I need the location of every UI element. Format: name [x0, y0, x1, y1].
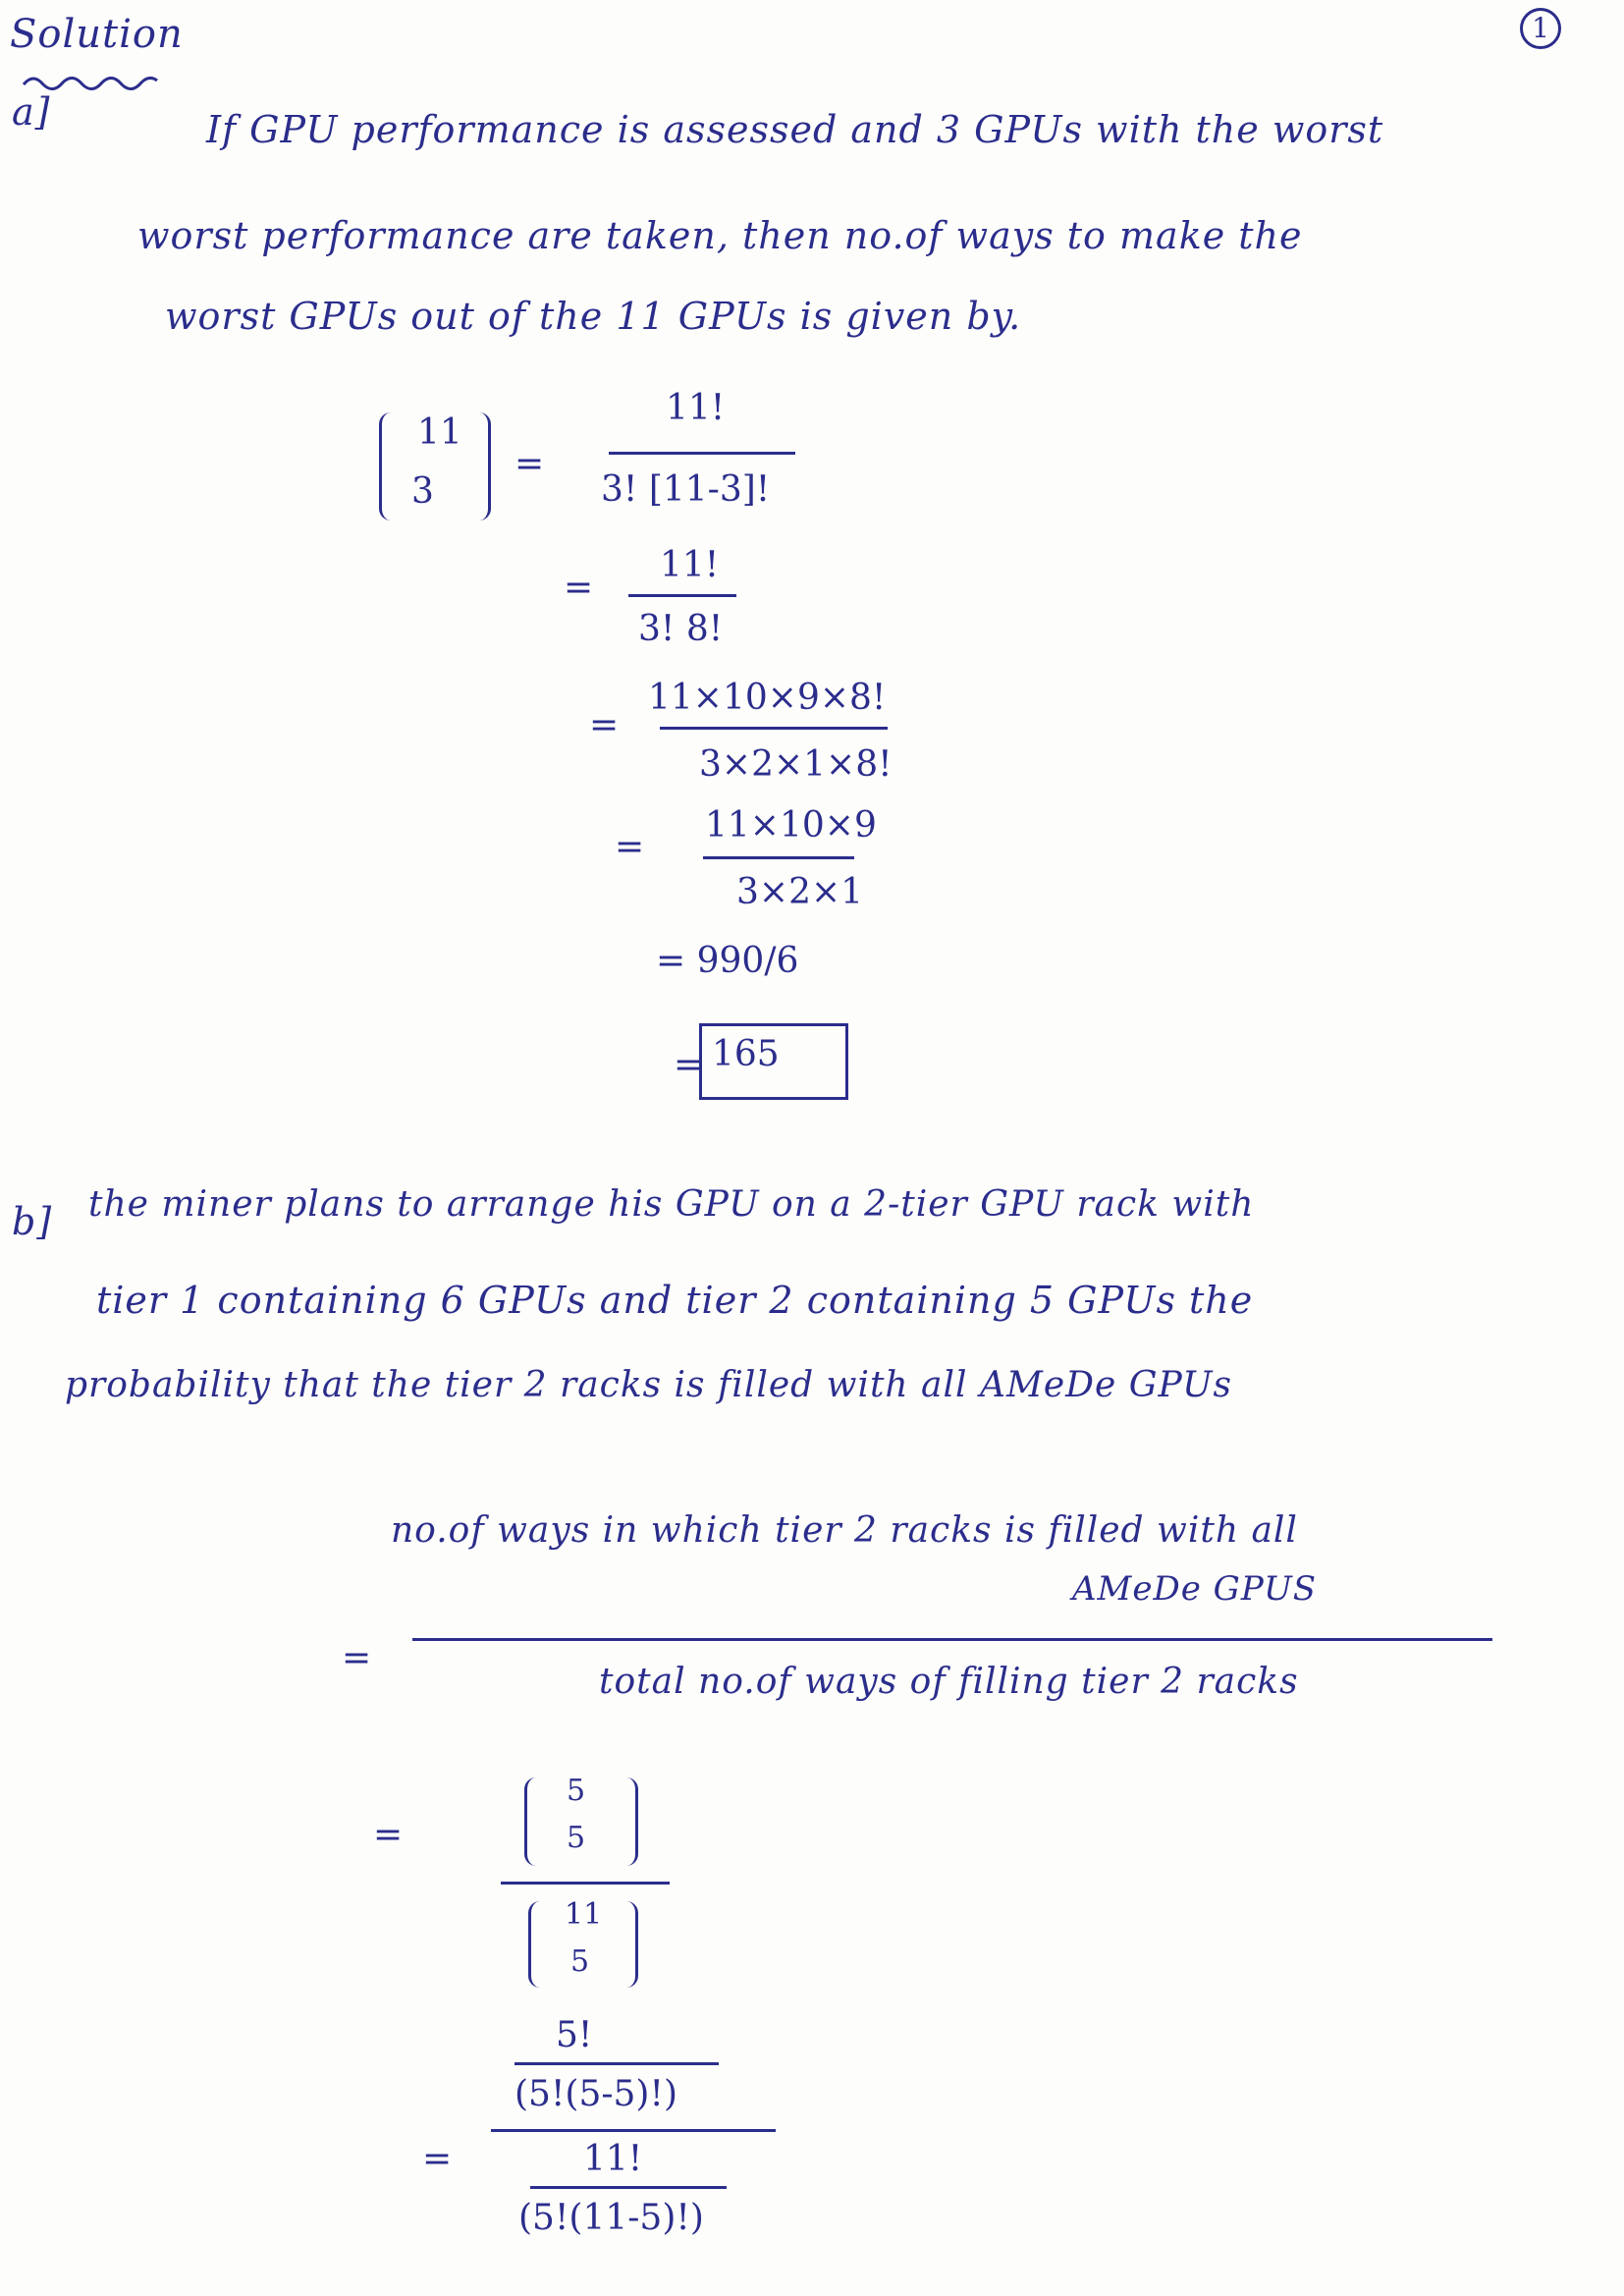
part-b-text-line-2: tier 1 containing 6 GPUs and tier 2 containing 5 GPUs the — [96, 1279, 1254, 1322]
solution-title: Solution — [10, 12, 184, 57]
part-b-eq3: = — [422, 2139, 453, 2179]
result-box — [699, 1023, 848, 1100]
step5: = 990/6 — [656, 941, 799, 981]
binom-top: 11 — [417, 412, 462, 453]
part-a-text-line-3: worst GPUs out of the 11 GPUs is given by. — [165, 295, 1022, 338]
step1-eq: = — [514, 444, 545, 484]
step4-eq: = — [615, 827, 645, 867]
binom2-top: 11 — [565, 1897, 603, 1932]
part-b-label: b] — [12, 1200, 53, 1243]
inner-denominator-bar — [530, 2186, 727, 2189]
step2-numerator: 11! — [660, 545, 720, 585]
binom1-top: 5 — [567, 1774, 586, 1808]
binomial-5-choose-5 — [524, 1774, 638, 1866]
part-b-text-line-1: the miner plans to arrange his GPU on a 2-tier GPU rack with — [88, 1184, 1255, 1225]
page-number-badge — [1520, 8, 1561, 49]
fraction-numerator-line-1: no.of ways in which tier 2 racks is filled with all — [391, 1510, 1298, 1551]
part-b-eq2: = — [373, 1815, 404, 1855]
step4-numerator: 11×10×9 — [705, 805, 877, 846]
step4-denominator: 3×2×1 — [736, 872, 864, 912]
step2-eq: = — [564, 568, 594, 608]
page-number: 1 — [1532, 12, 1549, 44]
binom-bottom: 3 — [411, 471, 434, 512]
binomial-11-choose-5 — [528, 1897, 638, 1988]
outer-fraction-bar — [491, 2129, 776, 2132]
part-a-text-line-2: worst performance are taken, then no.of ways to make the — [137, 214, 1303, 257]
inner-denominator-bottom: (5!(11-5)!) — [518, 2198, 704, 2238]
binom-ratio-bar — [501, 1882, 670, 1885]
step2-denominator: 3! 8! — [638, 609, 724, 649]
step3-denominator: 3×2×1×8! — [699, 744, 893, 785]
part-b-eq: = — [342, 1638, 372, 1678]
step1-denominator: 3! [11-3]! — [601, 469, 771, 510]
binomial-11-choose-3 — [379, 412, 491, 520]
part-b-fraction-bar — [412, 1638, 1492, 1641]
step2-fraction-bar — [628, 594, 736, 597]
step3-eq: = — [589, 705, 620, 745]
step1-fraction-bar — [609, 452, 795, 455]
result-eq: = — [674, 1045, 704, 1085]
inner-denominator-top: 11! — [583, 2139, 643, 2179]
binom1-bottom: 5 — [567, 1821, 586, 1855]
step3-numerator: 11×10×9×8! — [648, 678, 887, 718]
binom2-bottom: 5 — [570, 1944, 590, 1979]
fraction-numerator-line-2: AMeDe GPUS — [1072, 1569, 1318, 1609]
part-a-text-line-1: If GPU performance is assessed and 3 GPUs with the worst — [206, 108, 1384, 151]
fraction-denominator: total no.of ways of filling tier 2 racks — [599, 1662, 1299, 1702]
inner-numerator-top: 5! — [556, 2015, 593, 2055]
inner-numerator-bottom: (5!(5-5)!) — [514, 2074, 677, 2114]
part-a-label: a] — [12, 90, 51, 134]
result-value: 165 — [712, 1034, 780, 1074]
inner-numerator-bar — [514, 2062, 719, 2065]
step3-fraction-bar — [660, 727, 888, 730]
part-b-text-line-3: probability that the tier 2 racks is filled with all AMeDe GPUs — [65, 1365, 1232, 1405]
step1-numerator: 11! — [666, 388, 726, 428]
step4-fraction-bar — [703, 856, 854, 859]
